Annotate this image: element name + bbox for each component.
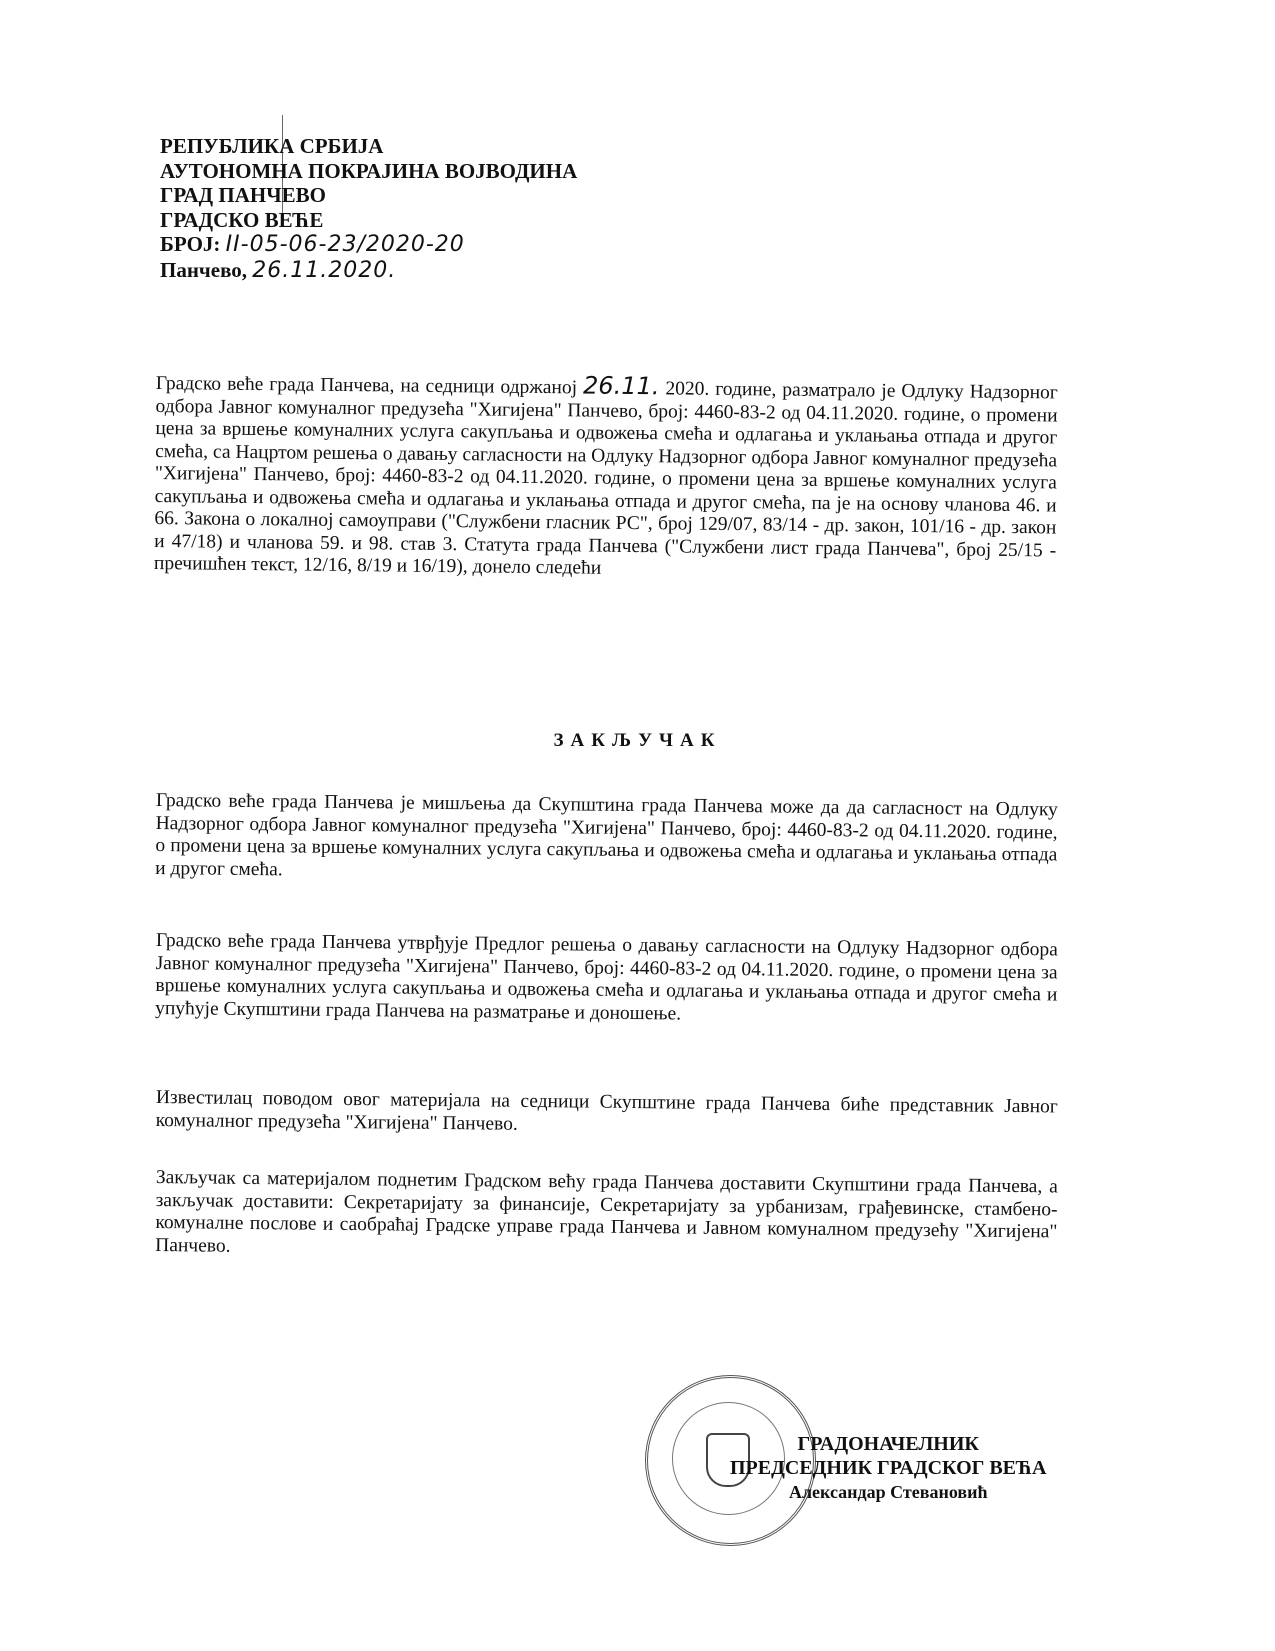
document-header (160, 134, 577, 283)
handwritten-session-date: 26.11. (582, 371, 660, 401)
document-title: ЗАКЉУЧАК (553, 730, 722, 751)
signatory-title: ГРАДОНАЧЕЛНИК (797, 1433, 979, 1455)
conclusion-paragraph-4: Закључак са материјалом поднетим Градском већу града Панчева доставити Скупштини града Панчева, а закључак доставити: Секретаријату за финансије, Секретаријату за урбанизам, грађевинске, стамбено-комуналне послове и саобраћај Градске управе града Панчева и Јавном комуналном предузећу "Хигијена" Панчево. (155, 1167, 1058, 1257)
conclusion-paragraph-1: Градско веће града Панчева је мишљења да Скупштина града Панчева може да да сагласност на Одлуку Надзорног одбора Јавног комуналног предузећа "Хигијена" Панчево, број: 4460-83-2 од 04.11.2020. године, о промени цена за вршење комуналних услуга сакупљања и одвожења смећа и одлагања и уклањања отпада и другог смећа. (155, 790, 1058, 880)
signatory-name: Александар Стевановић (788, 1482, 988, 1502)
intro-text-cont: 2020. године, разматрало је Одлуку Надзорног одбора Јавног комуналног предузећа "Хигијена" Панчево, број: 4460-83-2 од 04.11.2020. године, о промени цена за вршење комуналних услуга сакупљања и одвожења смећа и одлагања и уклањања отпада и другог смећа, са Нацртом решења о давању сагласности на Одлуку Надзорног одбора Јавног комуналног предузећа "Хигијена" Панчево, број: 4460-83-2 од 04.11.2020. године, о промени цена за вршење комуналних услуга сакупљања и одвожења смећа и одлагања и уклањања отпада и другог смећа, па је на основу чланова 46. и 66. Закона о локалној самоуправи ("Службени гласник РС", број 129/07, 83/14 - др. закон, 101/16 - др. закон и 47/18) и чланова 59. и 98. став 3. Статута града Панчева ("Службени лист града Панчева", број 25/15 - пречишћен текст, 12/16, 8/19 и 16/19), донело следећи (153, 378, 1058, 579)
place-label: Панчево, (160, 257, 248, 282)
conclusion-paragraph-2: Градско веће града Панчева утврђује Предлог решења о давању сагласности на Одлуку Надзорног одбора Јавног комуналног предузећа "Хигијена" Панчево, број: 4460-83-2 од 04.11.2020. године, о промени цена за вршење комуналних услуга сакупљања и одвожења смећа и одлагања и уклањања отпада и другог смећа и упућује Скупштини града Панчева на разматрање и доношење. (155, 930, 1058, 1025)
document-date (160, 258, 577, 284)
conclusion-paragraph-3: Известилац поводом овог материјала на седници Скупштине града Панчева биће представник Јавног комуналног предузећа "Хигијена" Панчево. (155, 1087, 1058, 1135)
header-line: ГРАД ПАНЧЕВО (160, 183, 326, 207)
document-number (160, 232, 577, 258)
date-handwritten: 26.11.2020. (252, 257, 397, 283)
intro-text: Градско веће града Панчева, на седници одржаној (155, 372, 584, 399)
number-value-handwritten: II-05-06-23/2020-20 (225, 232, 465, 257)
intro-paragraph (154, 370, 1058, 585)
header-line: АУТОНОМНА ПОКРАЈИНА ВОЈВОДИНА (160, 158, 578, 183)
signature-block (730, 1432, 1046, 1504)
number-label: БРОЈ: (160, 232, 221, 256)
header-line: РЕПУБЛИКА СРБИЈА (160, 134, 384, 158)
signatory-title: ПРЕДСЕДНИК ГРАДСКОГ ВЕЋА (730, 1457, 1047, 1479)
header-line: ГРАДСКО ВЕЋЕ (160, 207, 324, 232)
